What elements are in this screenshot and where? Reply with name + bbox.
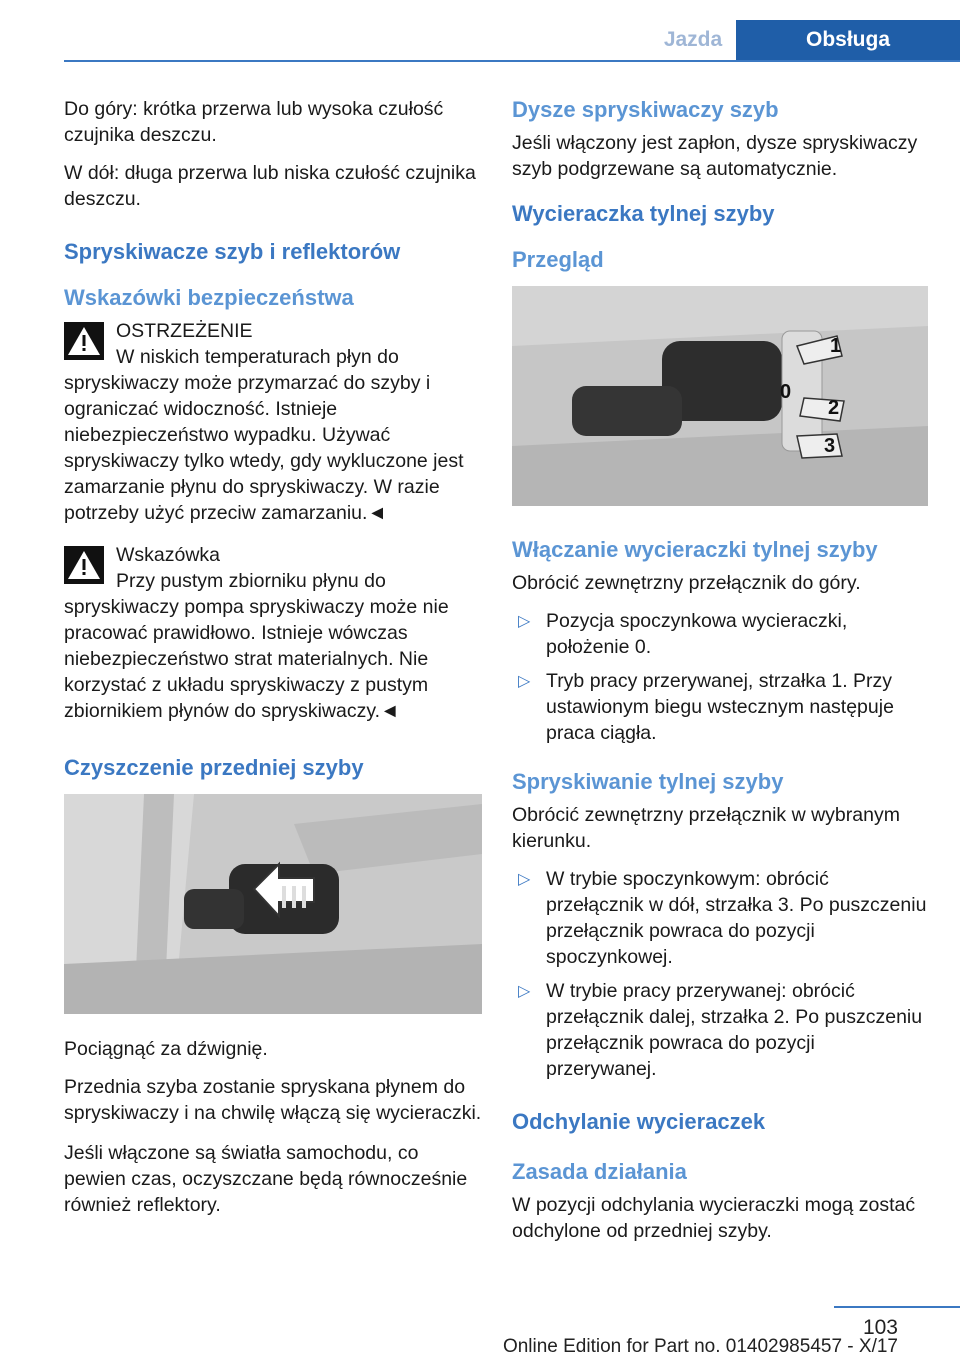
header-rule	[64, 60, 960, 62]
list-item	[512, 978, 928, 1082]
bullet-triangle-icon: ▷	[518, 673, 531, 690]
list-item	[512, 668, 928, 746]
right-column	[512, 96, 928, 1256]
paragraph: W pozycji odchylania wycieraczki mogą zostać odchylone od przedniej szyby.	[512, 1194, 916, 1242]
warning-block	[64, 318, 482, 526]
warning-icon	[64, 546, 104, 584]
notice-text: Przy pustym zbiorniku płynu do spryskiwaczy pompa spryskiwaczy może nie pracować prawidłowo. Istnieje wówczas niebezpieczeństwo strat materialnych. Nie korzystać z układu spryskiwaczy z pustym zbiornikiem płynów do spryskiwaczy.◄	[64, 570, 449, 722]
paragraph: Obrócić zewnętrzny przełącznik w wybranym kierunku.	[512, 804, 900, 852]
tab-obsluga[interactable]: Obsługa	[736, 20, 960, 60]
bullet-triangle-icon: ▷	[518, 983, 531, 1000]
arrow-label-3: 3	[824, 435, 836, 457]
rear-wiper-photo	[512, 286, 928, 506]
subsection-heading: Zasada działania	[512, 1159, 687, 1184]
left-column	[64, 96, 482, 1230]
list-item-text: W trybie spoczynkowym: obrócić przełącznik w dół, strzałka 3. Po puszczeniu przełącznik powraca do pozycji spoczynkowej.	[546, 868, 927, 968]
paragraph: Do góry: krótka przerwa lub wysoka czułość czujnika deszczu.	[64, 98, 444, 146]
warning-title: OSTRZEŻENIE	[116, 320, 253, 342]
list-item-text: Pozycja spoczynkowa wycieraczki, położenie 0.	[546, 610, 848, 658]
notice-title: Wskazówka	[116, 544, 221, 566]
footer-rule	[834, 1306, 960, 1308]
paragraph: Obrócić zewnętrzny przełącznik do góry.	[512, 572, 861, 594]
subsection-heading: Włączanie wycieraczki tylnej szyby	[512, 537, 878, 562]
paragraph: Przednia szyba zostanie spryskana płynem do spryskiwaczy i na chwilę włączą się wycieraczki.	[64, 1076, 482, 1124]
subsection-heading: Dysze spryskiwaczy szyb	[512, 97, 779, 122]
bullet-list	[512, 866, 928, 1082]
paragraph: Pociągnąć za dźwignię.	[64, 1038, 268, 1060]
warning-text: W niskich temperaturach płyn do spryskiwaczy może przymarzać do szyby i ograniczać widoczność. Istnieje niebezpieczeństwo wypadku. Używać spryskiwaczy tylko wtedy, gdy wykluczone jest zamarzanie płynu do spryskiwaczy. W razie potrzeby użyć przeciw zamarzaniu.◄	[64, 346, 464, 524]
arrow-label-1: 1	[830, 335, 842, 357]
position-label-0: 0	[780, 381, 792, 403]
bullet-triangle-icon: ▷	[518, 871, 531, 888]
list-item	[512, 608, 928, 660]
edition-footer: Online Edition for Part no. 01402985457 - X/17	[502, 1336, 898, 1357]
section-heading: Czyszczenie przedniej szyby	[64, 755, 364, 780]
paragraph: Jeśli włączone są światła samochodu, co pewien czas, oczyszczane będą równocześnie również reflektory.	[64, 1142, 468, 1216]
list-item-text: W trybie pracy przerywanej: obrócić przełącznik dalej, strzałka 2. Po puszczeniu przełącznik powraca do pozycji przerywanej.	[546, 980, 923, 1080]
page-number: 103	[862, 1316, 898, 1339]
arrow-label-2: 2	[828, 397, 840, 419]
wiper-stalk-photo	[64, 794, 482, 1014]
section-heading: Odchylanie wycieraczek	[512, 1109, 766, 1134]
list-item	[512, 866, 928, 970]
wiper-stalk-illustration	[64, 794, 482, 1014]
warning-icon	[64, 322, 104, 360]
notice-block	[64, 542, 482, 724]
subsection-heading: Przegląd	[512, 247, 604, 272]
rear-wiper-illustration	[512, 286, 928, 506]
list-item-text: Tryb pracy przerywanej, strzałka 1. Przy ustawionym biegu wstecznym następuje praca ciągła.	[546, 670, 894, 744]
subsection-heading: Spryskiwanie tylnej szyby	[512, 769, 784, 794]
paragraph: Jeśli włączony jest zapłon, dysze spryskiwaczy szyb podgrzewane są automatycznie.	[512, 132, 918, 180]
bullet-triangle-icon: ▷	[518, 613, 531, 630]
subsection-heading: Wskazówki bezpieczeństwa	[64, 285, 354, 310]
tab-jazda[interactable]: Jazda	[663, 28, 723, 51]
bullet-list	[512, 608, 928, 746]
paragraph: W dół: długa przerwa lub niska czułość czujnika deszczu.	[64, 162, 476, 210]
section-heading: Wycieraczka tylnej szyby	[512, 201, 775, 226]
section-heading: Spryskiwacze szyb i reflektorów	[64, 239, 401, 264]
